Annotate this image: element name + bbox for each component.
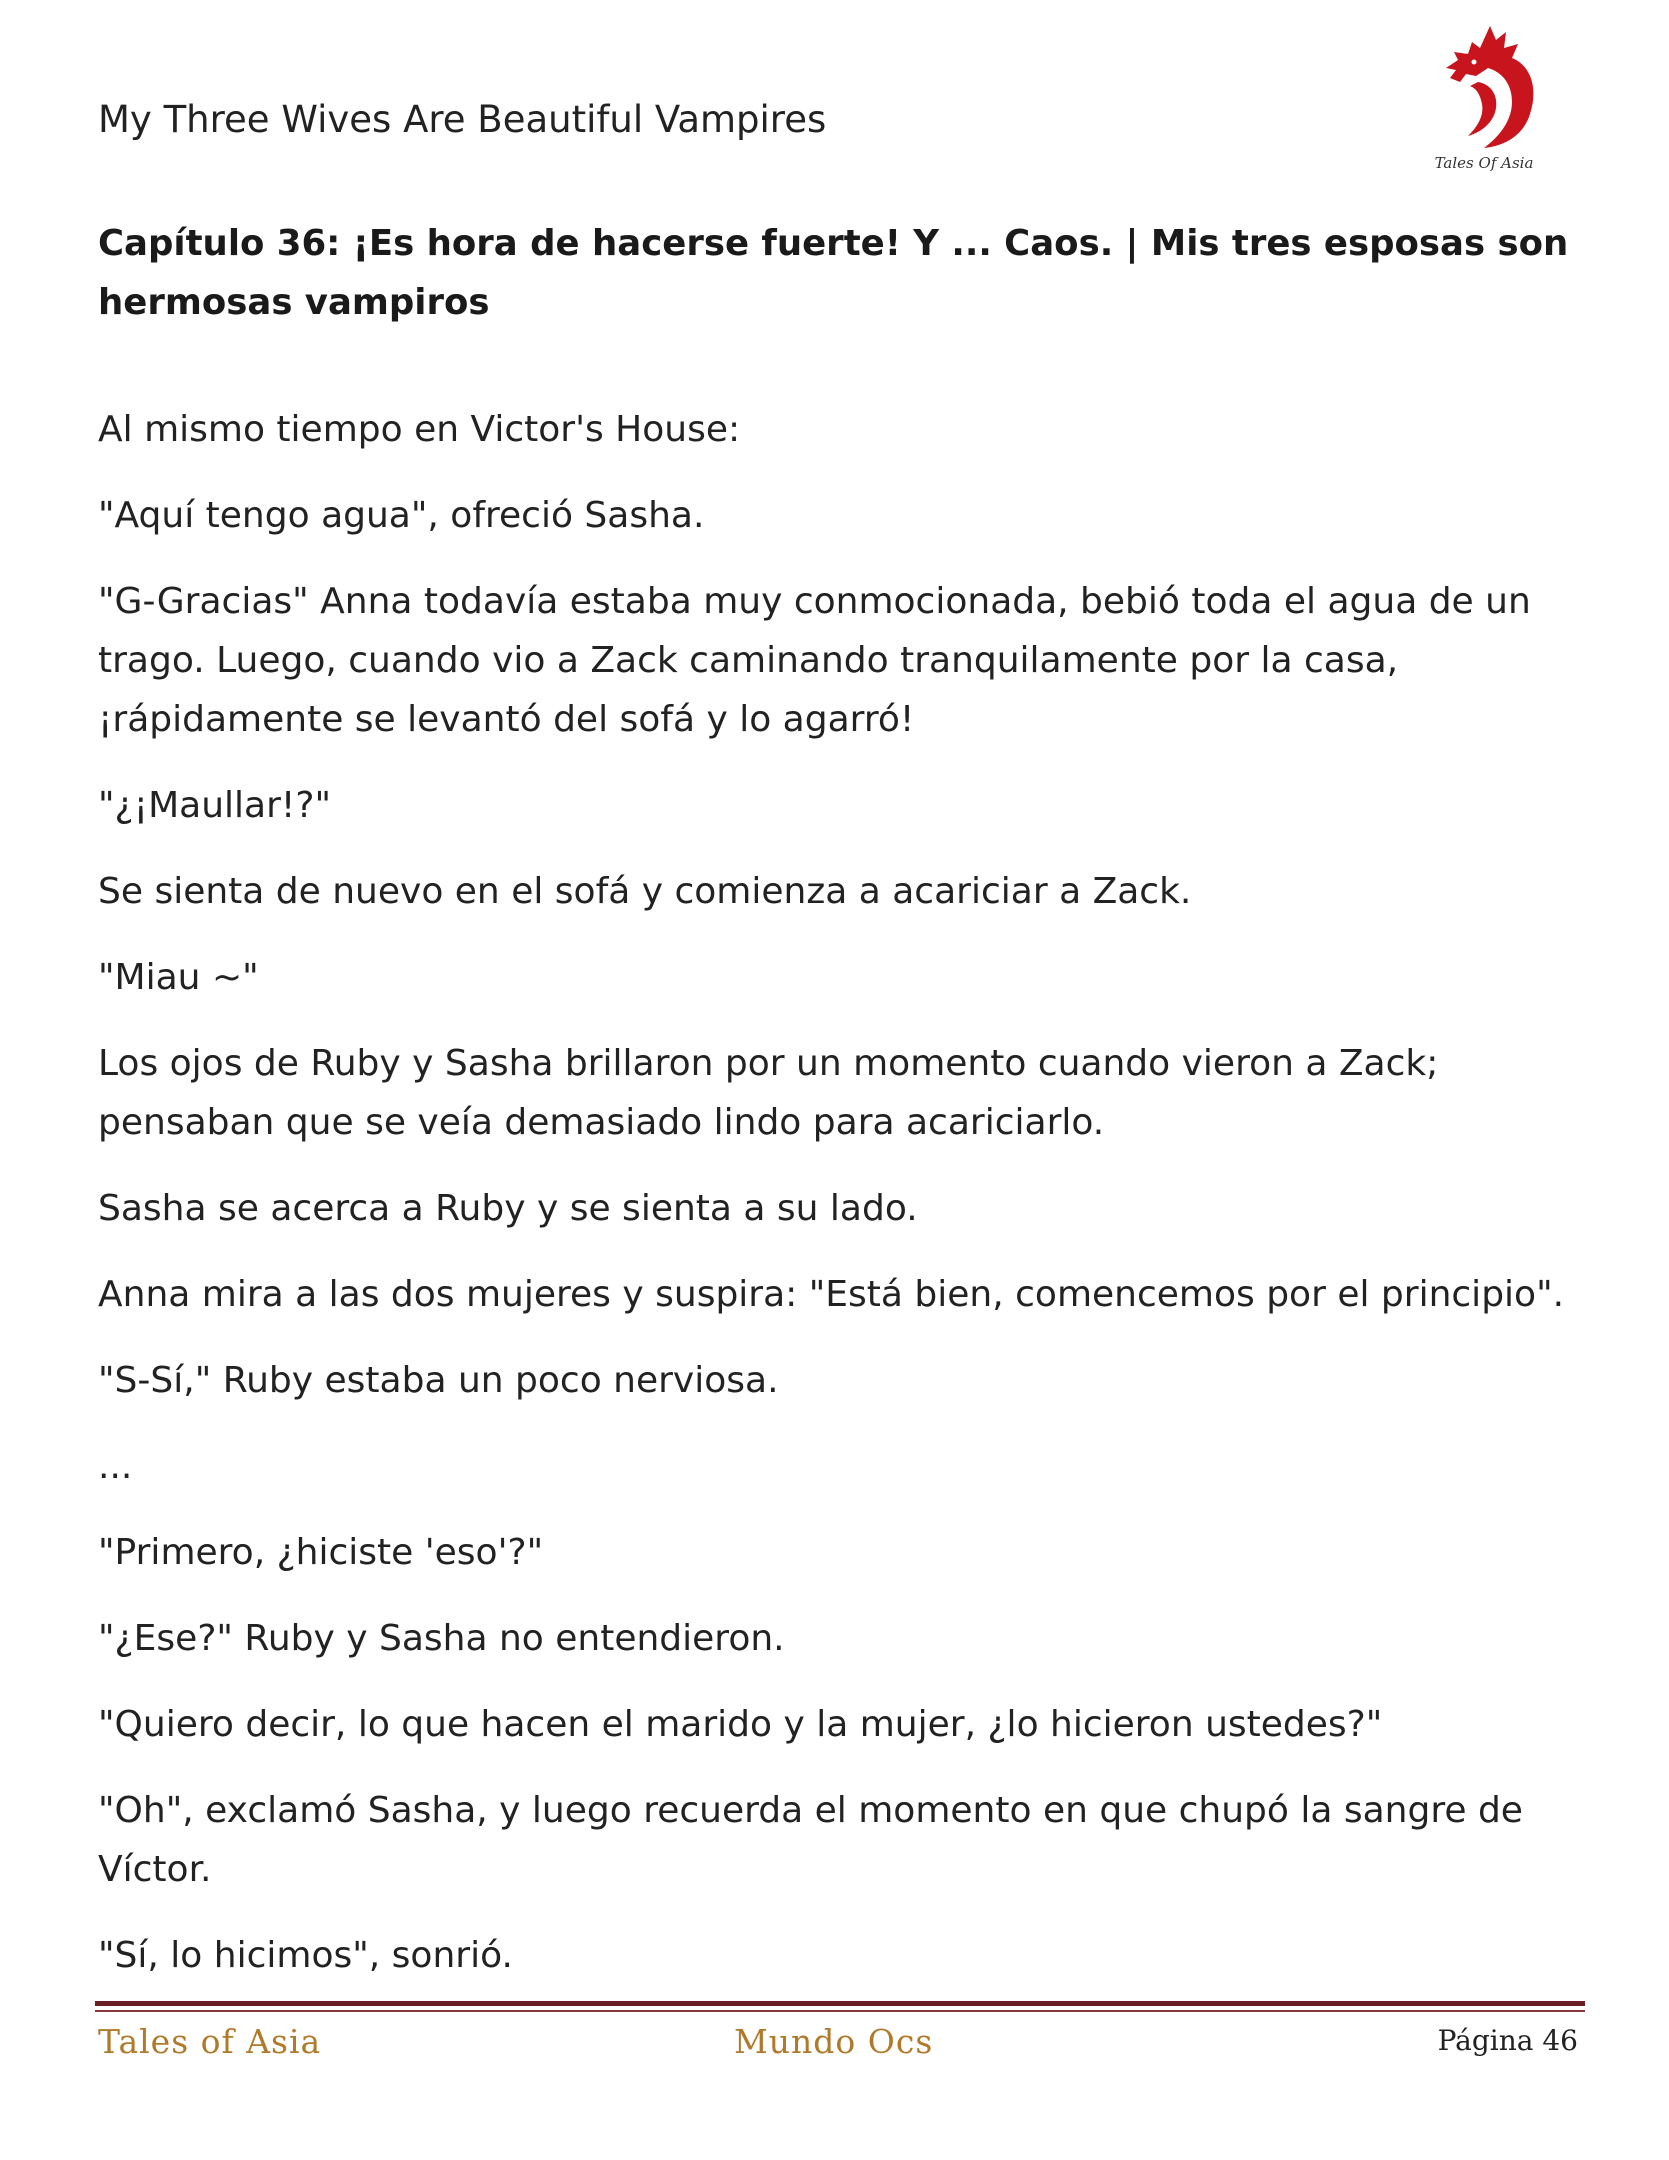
paragraph: "Quiero decir, lo que hacen el marido y la mujer, ¿lo hicieron ustedes?"	[98, 1704, 1383, 1745]
paragraph: "G-Gracias" Anna todavía estaba muy conmocionada, bebió toda el agua de un trago. Luego, cuando vio a Zack caminando tranquilamente por la casa, ¡rápidamente se levantó del sofá y lo agarró!	[98, 581, 1531, 740]
paragraph: Al mismo tiempo en Victor's House:	[98, 409, 741, 450]
paragraph: "S-Sí," Ruby estaba un poco nerviosa.	[98, 1360, 779, 1401]
paragraph: "Miau ~"	[98, 957, 259, 998]
body-text	[98, 400, 1578, 2012]
logo-text: Tales Of Asia	[1434, 154, 1534, 172]
paragraph: "Primero, ¿hiciste 'eso'?"	[98, 1532, 544, 1573]
footer-divider	[95, 2001, 1585, 2012]
chapter-title: Capítulo 36: ¡Es hora de hacerse fuerte! Y ... Caos. | Mis tres esposas son hermosas vampiros	[98, 223, 1569, 323]
paragraph: "Aquí tengo agua", ofreció Sasha.	[98, 495, 705, 536]
dragon-logo-icon	[1420, 18, 1550, 178]
paragraph: "¿¡Maullar!?"	[98, 785, 331, 826]
paragraph: "Oh", exclamó Sasha, y luego recuerda el momento en que chupó la sangre de Víctor.	[98, 1790, 1523, 1890]
paragraph: ...	[98, 1446, 133, 1487]
footer-source: Mundo Ocs	[734, 2022, 934, 2061]
footer-publisher: Tales of Asia	[98, 2022, 322, 2061]
page-number: Página 46	[1437, 2024, 1578, 2057]
paragraph: Los ojos de Ruby y Sasha brillaron por un momento cuando vieron a Zack; pensaban que se veía demasiado lindo para acariciarlo.	[98, 1043, 1439, 1143]
paragraph: Sasha se acerca a Ruby y se sienta a su lado.	[98, 1188, 918, 1229]
paragraph: Se sienta de nuevo en el sofá y comienza a acariciar a Zack.	[98, 871, 1192, 912]
paragraph: "Sí, lo hicimos", sonrió.	[98, 1935, 513, 1976]
book-title: My Three Wives Are Beautiful Vampires	[98, 98, 827, 141]
paragraph: "¿Ese?" Ruby y Sasha no entendieron.	[98, 1618, 785, 1659]
paragraph: Anna mira a las dos mujeres y suspira: "Está bien, comencemos por el principio".	[98, 1274, 1565, 1315]
